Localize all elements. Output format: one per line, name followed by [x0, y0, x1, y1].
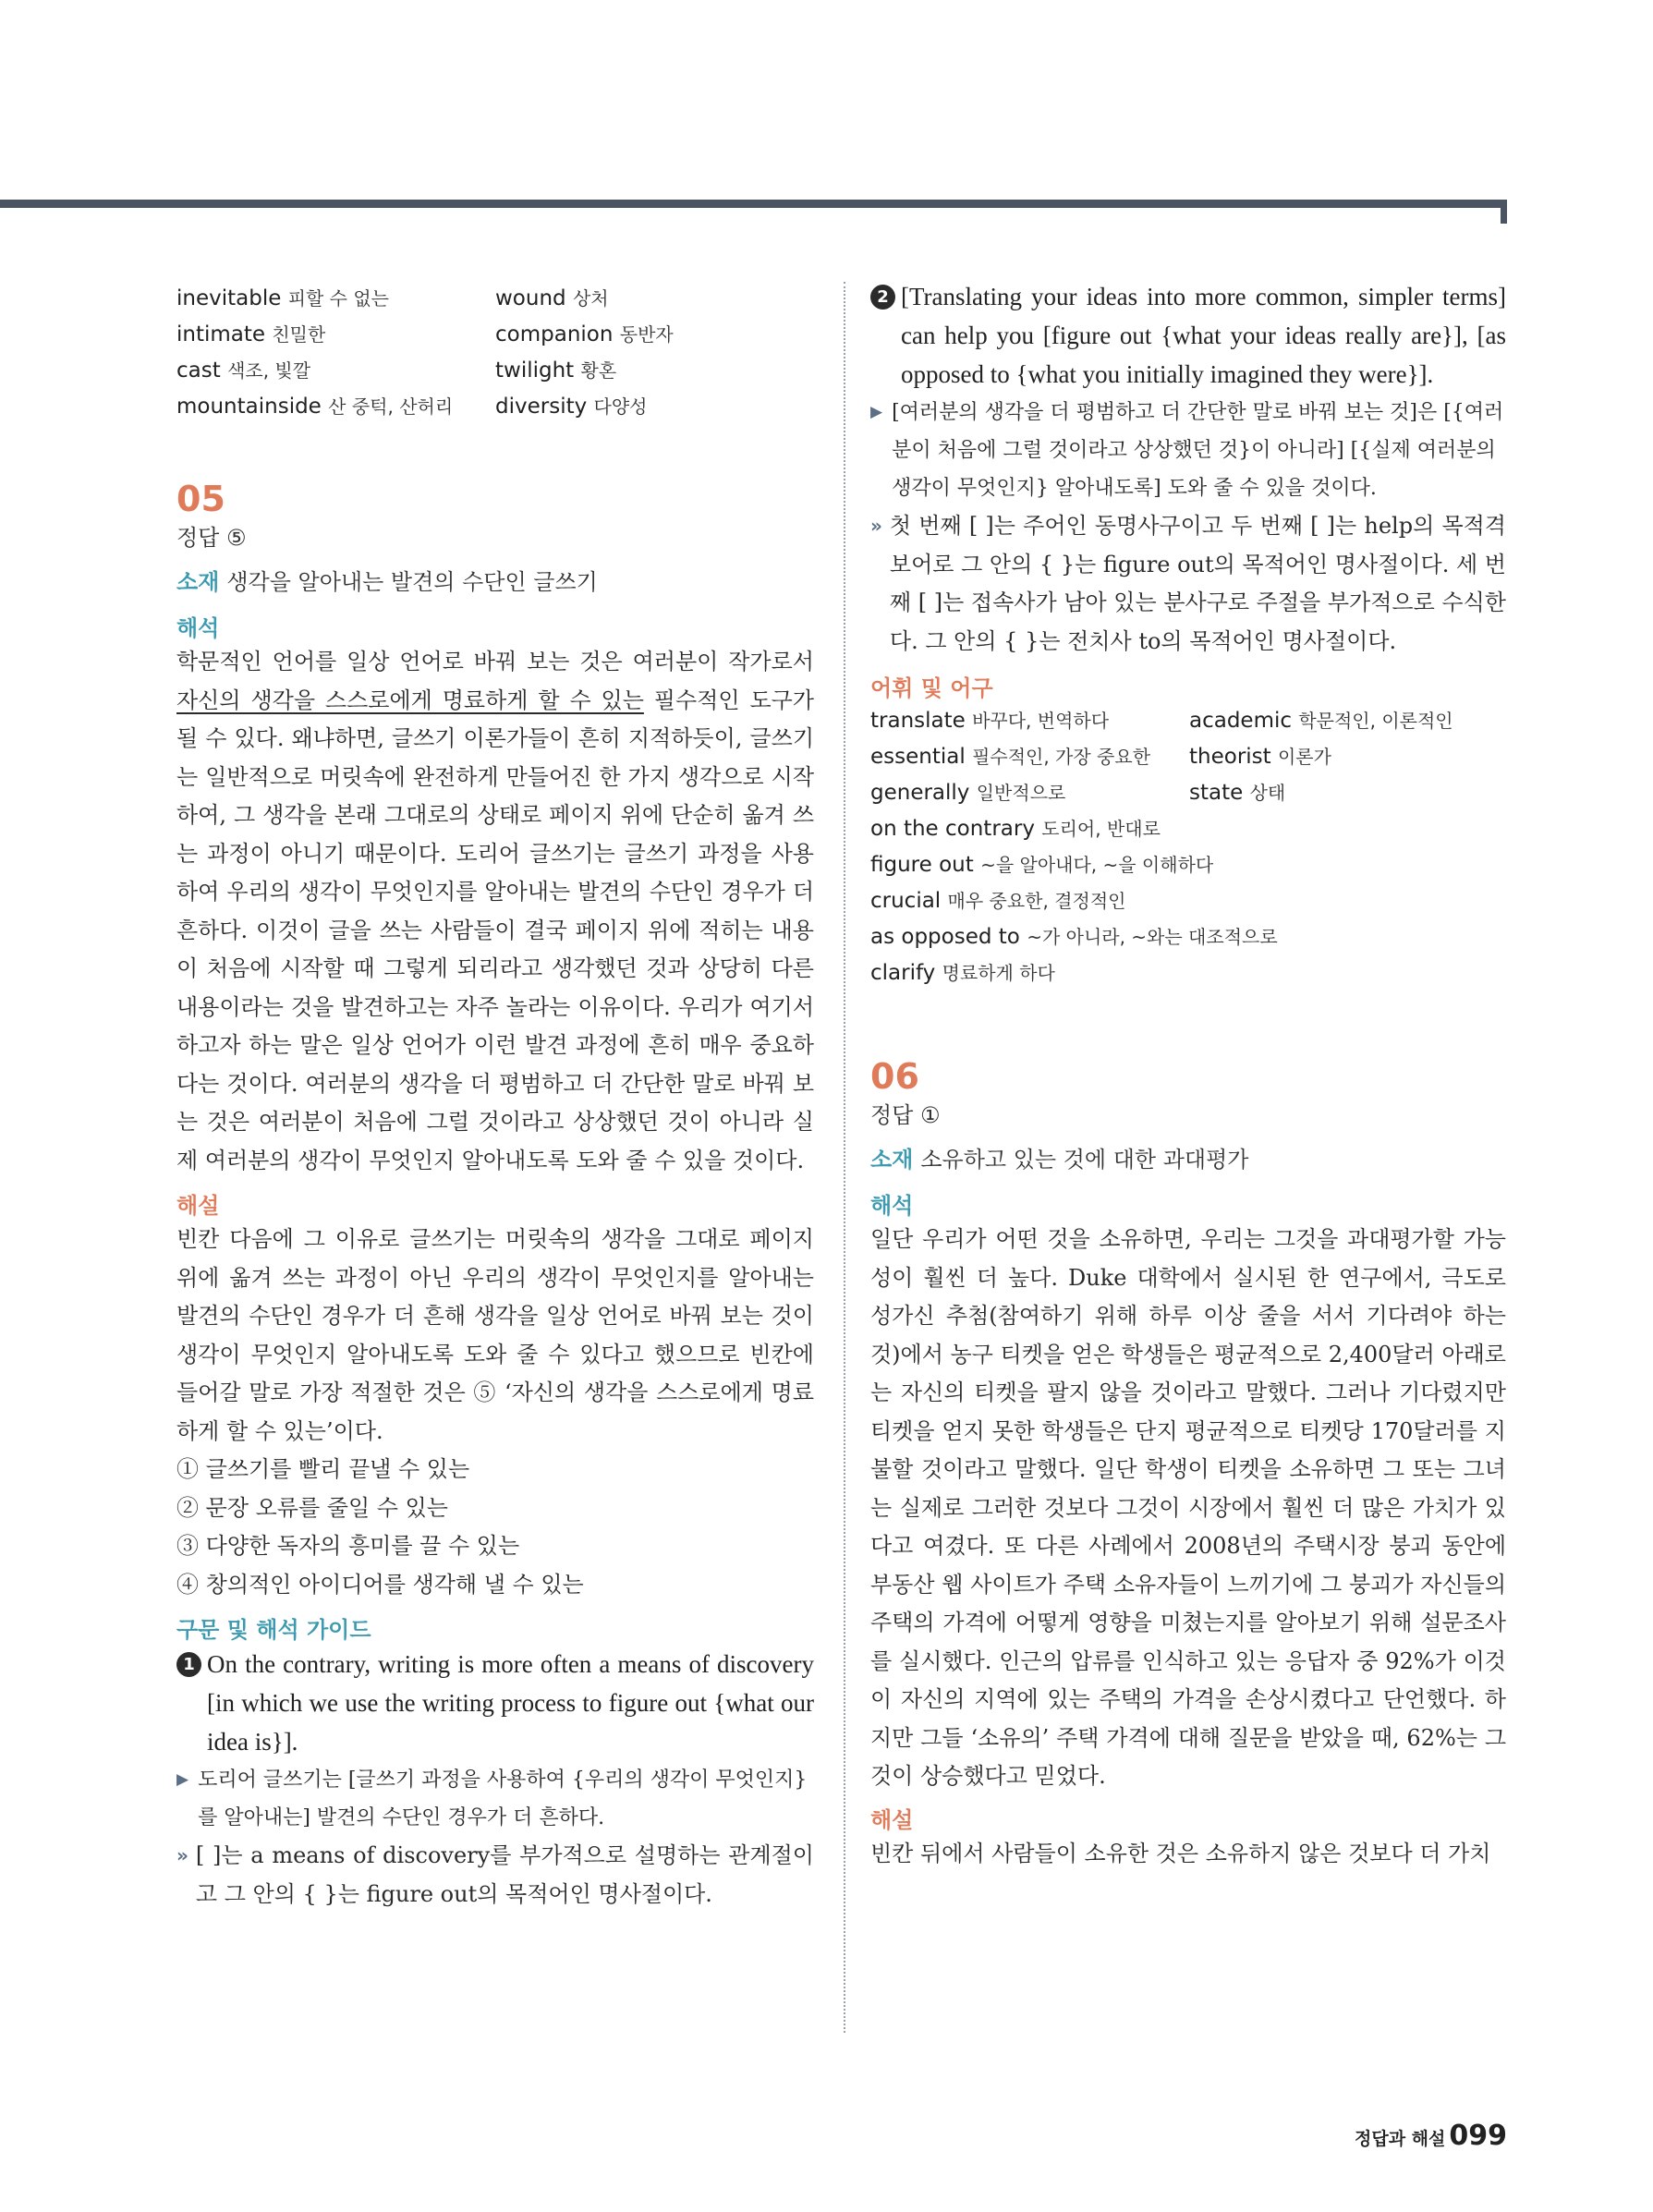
topic-tag: 소재 [176, 569, 220, 595]
guide-number: 1 [176, 1652, 201, 1677]
guide-item [176, 1645, 814, 1761]
guide-translation: ▶ 도리어 글쓰기는 [글쓰기 과정을 사용하여 {우리의 생각이 무엇인지}를 알아내는] 발견의 수단인 경우가 더 흔하다. [176, 1761, 814, 1837]
vocab-item: mountainside 산 중턱, 산허리 [176, 395, 454, 419]
vocab-item: companion 동반자 [495, 322, 674, 346]
vocab-top [176, 285, 814, 421]
guide-sentence: [Translating your ideas into more common, simpler terms] can help you [figure out {what your ideas really are}], [as opposed to {what you initially imagined they were}]. [901, 283, 1506, 388]
vocab-item: state 상태 [1189, 781, 1286, 805]
vocab-item: inevitable 피할 수 없는 [176, 286, 390, 310]
double-chevron-icon: » [870, 515, 882, 537]
vocab-item: on the contrary 도리어, 반대로 [870, 817, 1161, 841]
triangle-arrow-icon: ▶ [176, 1770, 189, 1789]
topic: 소재 생각을 알아내는 발견의 수단인 글쓰기 [176, 569, 598, 595]
vocab-item: as opposed to ~가 아니라, ~와는 대조적으로 [870, 925, 1278, 949]
vocab-item: crucial 매우 중요한, 결정적인 [870, 889, 1126, 913]
option-item: ① 글쓰기를 빨리 끝낼 수 있는 [176, 1456, 470, 1482]
vocab-item: clarify 명료하게 하다 [870, 961, 1055, 985]
guide-translation: ▶ [여러분의 생각을 더 평범하고 더 간단한 말로 바꿔 보는 것]은 [{여러분이 처음에 그럴 것이라고 상상했던 것}이 아니라] [{실제 여러분의 생각이 무엇인지} 알아내도록] 도와 줄 수 있을 것이다. [870, 394, 1506, 507]
guide-item [870, 277, 1506, 394]
option-item: ③ 다양한 독자의 흥미를 끌 수 있는 [176, 1533, 520, 1559]
translation-text: 학문적인 언어를 일상 언어로 바꿔 보는 것은 여러분이 작가로서 자신의 생각을 스스로에게 명료하게 할 수 있는 필수적인 도구가 될 수 있다. 왜냐하면, 글쓰기 이론가들이 흔히 지적하듯이, 글쓰기는 일반적으로 머릿속에 완전하게 만들어진 한 가지 생각으로 시작하여, 그 생각을 본래 그대로의 상태로 페이지 위에 단순히 옮겨 쓰는 과정이 아니기 때문이다. 도리어 글쓰기는 글쓰기 과정을 사용하여 우리의 생각이 무엇인지를 알아내는 발견의 수단인 경우가 더 흔하다. 이것이 글을 쓰는 사람들이 결국 페이지 위에 적히는 내용이 처음에 시작할 때 그렇게 되리라고 생각했던 것과 상당히 다른 내용이라는 것을 발견하고는 자주 놀라는 이유이다. 우리가 여기서 하고자 하는 말은 일상 언어가 이런 발견 과정에 흔히 매우 중요하다는 것이다. 여러분의 생각을 더 평범하고 더 간단한 말로 바꿔 보는 것은 여러분이 처음에 그럴 것이라고 상상했던 것이 아니라 실제 여러분의 생각이 무엇인지 알아내도록 도와 줄 수 있을 것이다. [176, 649, 814, 1173]
question-number: 05 [176, 479, 225, 519]
page-number: 099 [1449, 2120, 1507, 2152]
header-rule [0, 200, 1506, 208]
column-divider [844, 282, 845, 2033]
vocab-item: intimate 친밀한 [176, 322, 326, 346]
explanation-text: 빈칸 다음에 그 이유로 글쓰기는 머릿속의 생각을 그대로 페이지 위에 옮겨 쓰는 과정이 아닌 우리의 생각이 무엇인지를 알아내는 발견의 수단인 경우가 더 흔해 생각을 일상 언어로 바꿔 보는 것이 생각이 무엇인지 알아내도록 도와 줄 수 있다고 했으므로 빈칸에 들어갈 말로 가장 적절한 것은 ⑤ ‘자신의 생각을 스스로에게 명료하게 할 수 있는’이다. [176, 1226, 814, 1444]
guide-number: 2 [870, 285, 895, 310]
vocab-item: diversity 다양성 [495, 395, 648, 419]
answer: 정답 ⑤ [176, 525, 247, 551]
guide-heading: 구문 및 해석 가이드 [176, 1617, 371, 1643]
right-column [870, 277, 1506, 1873]
vocab-heading: 어휘 및 어구 [870, 675, 993, 701]
header-rule-tick [1501, 200, 1507, 224]
translation-heading: 해석 [870, 1193, 914, 1219]
explanation-heading: 해설 [176, 1193, 220, 1219]
double-chevron-icon: » [176, 1844, 188, 1866]
vocab-item: essential 필수적인, 가장 중요한 [870, 745, 1151, 769]
vocab-item: twilight 황혼 [495, 359, 617, 383]
triangle-arrow-icon: ▶ [870, 403, 883, 421]
vocab-item: wound 상처 [495, 286, 609, 310]
option-item: ② 문장 오류를 줄일 수 있는 [176, 1494, 448, 1521]
topic: 소재 소유하고 있는 것에 대한 과대평가 [870, 1147, 1249, 1173]
guide-note: » 첫 번째 [ ]는 주어인 동명사구이고 두 번째 [ ]는 help의 목적격 보어로 그 안의 { }는 figure out의 목적어인 명사절이다. 세 번째 [ ]는 접속사가 남아 있는 분사구로 주절을 부가적으로 수식한다. 그 안의 { }는 전치사 to의 목적어인 명사절이다. [870, 507, 1506, 661]
translation-heading: 해석 [176, 615, 220, 641]
vocab-item: translate 바꾸다, 번역하다 [870, 709, 1110, 733]
topic-tag: 소재 [870, 1147, 914, 1173]
translation-text: 일단 우리가 어떤 것을 소유하면, 우리는 그것을 과대평가할 가능성이 훨씬 더 높다. Duke 대학에서 실시된 한 연구에서, 극도로 성가신 추첨(참여하기 위해 하루 이상 줄을 서서 기다려야 하는 것)에서 농구 티켓을 얻은 학생들은 평균적으로 2,400달러 아래로는 자신의 티켓을 팔지 않을 것이라고 말했다. 그러나 기다렸지만 티켓을 얻지 못한 학생들은 단지 평균적으로 티켓당 170달러를 지불할 것이라고 말했다. 일단 학생이 티켓을 소유하면 그 또는 그녀는 실제로 그러한 것보다 그것이 시장에서 훨씬 더 많은 가치가 있다고 여겼다. 또 다른 사례에서 2008년의 주택시장 붕괴 동안에 부동산 웹 사이트가 주택 소유자들이 느끼기에 그 붕괴가 자신들의 주택의 가격에 어떻게 영향을 미쳤는지를 알아보기 위해 설문조사를 실시했다. 인근의 압류를 인식하고 있는 응답자 중 92%가 이것이 자신의 지역에 있는 주택의 가격을 손상시켰다고 단언했다. 하지만 그들 ‘소유의’ 주택 가격에 대해 질문을 받았을 때, 62%는 그것이 상승했다고 믿었다. [870, 1226, 1506, 1789]
left-column [176, 277, 814, 1914]
footer-label: 정답과 해설 [1354, 2129, 1446, 2149]
vocab-item: academic 학문적인, 이론적인 [1189, 709, 1453, 733]
page-footer [1352, 2120, 1507, 2152]
vocab-item: generally 일반적으로 [870, 781, 1066, 805]
question-number: 06 [870, 1056, 919, 1097]
explanation-text: 빈칸 뒤에서 사람들이 소유한 것은 소유하지 않은 것보다 더 가치 [870, 1840, 1491, 1866]
option-item: ④ 창의적인 아이디어를 생각해 낼 수 있는 [176, 1571, 584, 1598]
vocab-item: cast 색조, 빛깔 [176, 359, 311, 383]
vocab-item: figure out ~을 알아내다, ~을 이해하다 [870, 853, 1214, 877]
vocab-item: theorist 이론가 [1189, 745, 1331, 769]
guide-note: » [ ]는 a means of discovery를 부가적으로 설명하는 관계절이고 그 안의 { }는 figure out의 목적어인 명사절이다. [176, 1837, 814, 1914]
answer: 정답 ① [870, 1102, 941, 1128]
guide-sentence: On the contrary, writing is more often a means of discovery [in which we use the writing process to figure out {what our idea is}]. [207, 1650, 814, 1756]
vocab-list [870, 703, 1506, 991]
explanation-heading: 해설 [870, 1806, 914, 1833]
